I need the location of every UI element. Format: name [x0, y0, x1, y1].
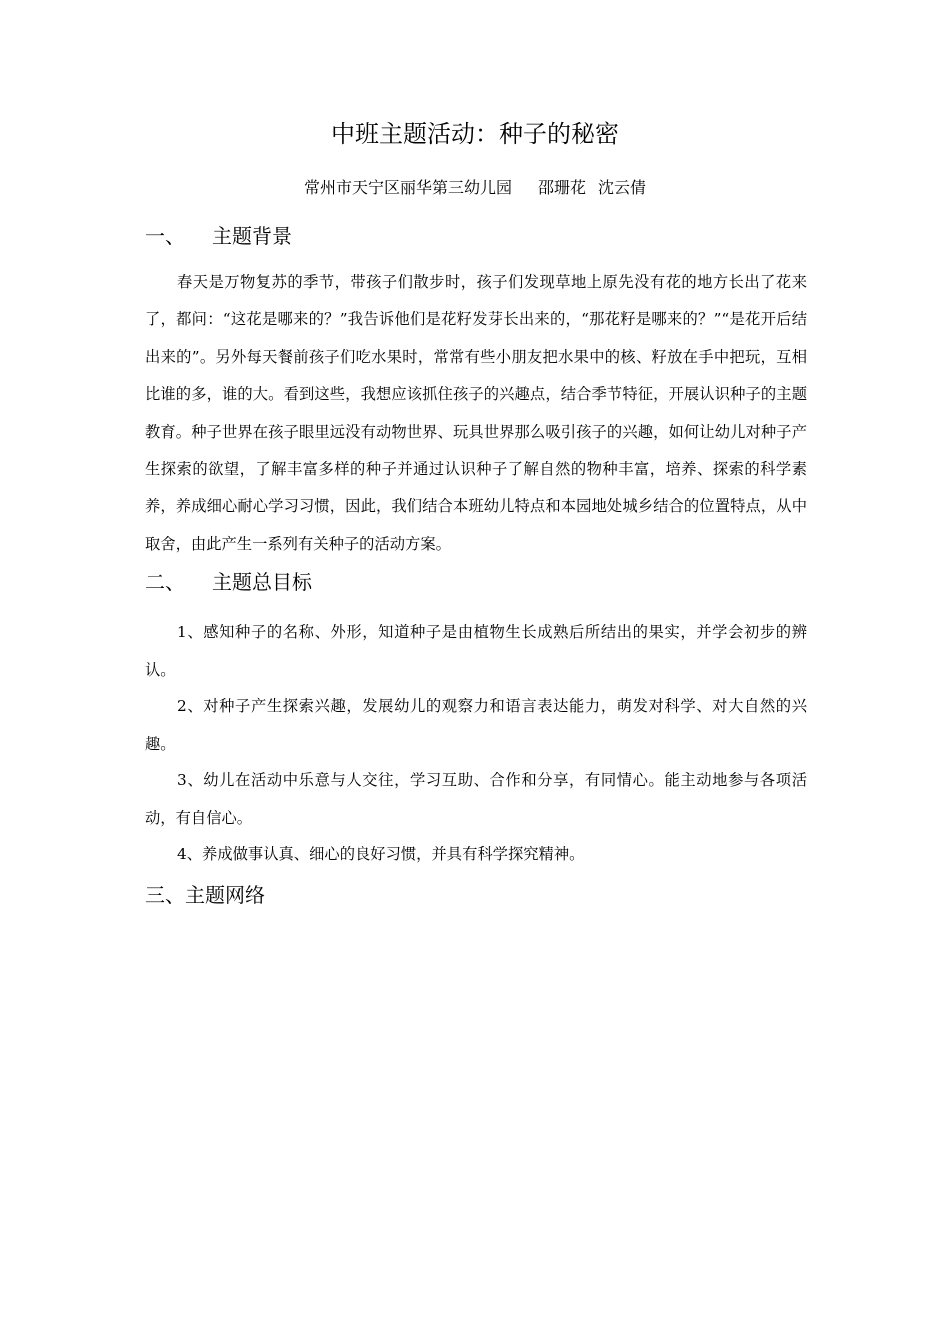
section-title: 主题总目标 [212, 570, 312, 594]
section-heading-network [145, 879, 265, 911]
section-heading-goals [145, 566, 312, 598]
section-number: 二、 [145, 570, 185, 594]
goal-item-3: 3、幼儿在活动中乐意与人交往，学习互助、合作和分享，有同情心。能主动地参与各项活动，有自信心。 [145, 771, 807, 827]
author-line [0, 174, 950, 202]
goal-item-4: 4、养成做事认真、细心的良好习惯，并具有科学探究精神。 [177, 845, 585, 863]
background-paragraph: 春天是万物复苏的季节，带孩子们散步时，孩子们发现草地上原先没有花的地方长出了花来了，都问：“这花是哪来的？”我告诉他们是花籽发芽长出来的，“那花籽是哪来的？”“是花开后结出来的”。另外每天餐前孩子们吃水果时，常常有些小朋友把水果中的核、籽放在手中把玩，互相比谁的多，谁的大。看到这些，我想应该抓住孩子的兴趣点，结合季节特征，开展认识种子的主题教育。种子世界在孩子眼里远没有动物世界、玩具世界那么吸引孩子的兴趣，如何让幼儿对种子产生探索的欲望，了解丰富多样的种子并通过认识种子了解自然的物种丰富，培养、探索的科学素养，养成细心耐心学习习惯，因此，我们结合本班幼儿特点和本园地处城乡结合的位置特点，从中取舍，由此产生一系列有关种子的活动方案。 [145, 273, 807, 553]
section-number: 三、 [145, 883, 185, 907]
goal-item-1: 1、感知种子的名称、外形，知道种子是由植物生长成熟后所结出的果实，并学会初步的辨认。 [145, 623, 807, 679]
goal-item-2: 2、对种子产生探索兴趣，发展幼儿的观察力和语言表达能力，萌发对科学、对大自然的兴趣。 [145, 697, 807, 753]
school-name: 常州市天宁区丽华第三幼儿园 [303, 178, 512, 197]
document-title: 中班主题活动：种子的秘密 [331, 120, 619, 148]
section-title: 主题背景 [212, 224, 292, 248]
section-heading-background [145, 220, 292, 252]
section-title: 主题网络 [185, 883, 265, 907]
author-name-1: 邵珊花 [537, 178, 586, 197]
author-name-2: 沈云倩 [598, 178, 647, 197]
section-number: 一、 [145, 224, 185, 248]
